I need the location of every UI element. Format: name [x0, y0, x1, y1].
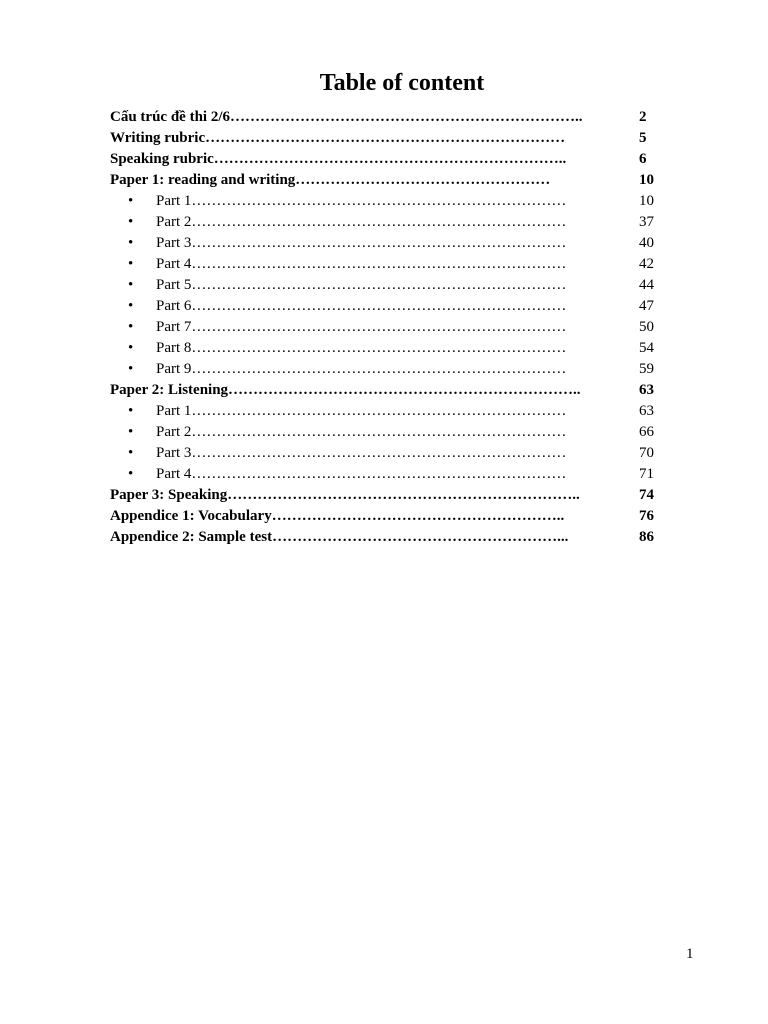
- toc-subentry: [110, 338, 670, 359]
- bullet-icon: •: [128, 403, 134, 419]
- toc-subentry-page: 66: [639, 424, 654, 440]
- toc-subentry-page: 37: [639, 214, 654, 230]
- toc-entry-page: 6: [639, 151, 647, 167]
- toc-subentry-page: 59: [639, 361, 654, 377]
- toc-entry: [110, 170, 670, 191]
- toc-subentry-label: Part 2…………………………………………………………………: [156, 214, 567, 230]
- bullet-icon: •: [128, 214, 134, 230]
- toc-entry-page: 86: [639, 529, 654, 545]
- toc-entry-label: Appendice 2: Sample test…………………………………………………...: [110, 529, 569, 545]
- toc-subentry-label: Part 7…………………………………………………………………: [156, 319, 567, 335]
- bullet-icon: •: [128, 424, 134, 440]
- bullet-icon: •: [128, 361, 134, 377]
- toc-entry-label: Paper 3: Speaking……………………………………………………………..: [110, 487, 580, 503]
- bullet-icon: •: [128, 319, 134, 335]
- toc-subentry: [110, 191, 670, 212]
- toc-subentry-page: 50: [639, 319, 654, 335]
- toc-entry: [110, 128, 670, 149]
- toc-subentry: [110, 359, 670, 380]
- toc-entry-label: Paper 2: Listening……………………………………………………………..: [110, 382, 581, 398]
- toc-subentry: [110, 422, 670, 443]
- toc-subentry-page: 63: [639, 403, 654, 419]
- toc-entry-label: Speaking rubric……………………………………………………………..: [110, 151, 567, 167]
- toc-entry: [110, 506, 670, 527]
- bullet-icon: •: [128, 277, 134, 293]
- toc-subentry-label: Part 8…………………………………………………………………: [156, 340, 567, 356]
- bullet-icon: •: [128, 193, 134, 209]
- bullet-icon: •: [128, 445, 134, 461]
- toc-entry-page: 74: [639, 487, 654, 503]
- toc-subentry-page: 47: [639, 298, 654, 314]
- bullet-icon: •: [128, 340, 134, 356]
- toc-subentry-page: 42: [639, 256, 654, 272]
- toc-entry-label: Paper 1: reading and writing……………………………………………: [110, 172, 551, 188]
- toc-subentry: [110, 464, 670, 485]
- footer-page-number: 1: [686, 946, 694, 962]
- toc-subentry-label: Part 3…………………………………………………………………: [156, 445, 567, 461]
- toc-subentry-label: Part 5…………………………………………………………………: [156, 277, 567, 293]
- toc-subentry: [110, 401, 670, 422]
- toc-subentry-label: Part 1…………………………………………………………………: [156, 403, 567, 419]
- toc-subentry: [110, 212, 670, 233]
- toc-subentry: [110, 275, 670, 296]
- page-title: Table of content: [319, 70, 485, 96]
- toc-entry: [110, 485, 670, 506]
- toc-subentry: [110, 296, 670, 317]
- bullet-icon: •: [128, 298, 134, 314]
- toc-subentry-label: Part 2…………………………………………………………………: [156, 424, 567, 440]
- toc-subentry-page: 71: [639, 466, 654, 482]
- toc-entry-page: 10: [639, 172, 654, 188]
- toc-subentry-page: 54: [639, 340, 654, 356]
- toc-subentry-page: 44: [639, 277, 654, 293]
- toc-entry: [110, 527, 670, 548]
- toc-subentry-label: Part 4…………………………………………………………………: [156, 466, 567, 482]
- toc-entry-label: Appendice 1: Vocabulary…………………………………………………..: [110, 508, 565, 524]
- toc-entry-label: Cấu trúc đề thi 2/6……………………………………………………………..: [110, 109, 583, 125]
- bullet-icon: •: [128, 235, 134, 251]
- table-of-contents: [110, 107, 670, 548]
- toc-entry-label: Writing rubric………………………………………………………………: [110, 130, 566, 146]
- toc-subentry-label: Part 9…………………………………………………………………: [156, 361, 567, 377]
- bullet-icon: •: [128, 466, 134, 482]
- toc-entry-page: 76: [639, 508, 654, 524]
- toc-subentry-label: Part 1…………………………………………………………………: [156, 193, 567, 209]
- toc-entry: [110, 149, 670, 170]
- bullet-icon: •: [128, 256, 134, 272]
- toc-subentry: [110, 233, 670, 254]
- toc-subentry-label: Part 6…………………………………………………………………: [156, 298, 567, 314]
- toc-entry: [110, 107, 670, 128]
- toc-entry-page: 63: [639, 382, 654, 398]
- toc-subentry-page: 10: [639, 193, 654, 209]
- toc-subentry: [110, 254, 670, 275]
- toc-subentry-label: Part 4…………………………………………………………………: [156, 256, 567, 272]
- toc-subentry-page: 40: [639, 235, 654, 251]
- toc-entry-page: 5: [639, 130, 647, 146]
- toc-entry: [110, 380, 670, 401]
- toc-entry-page: 2: [639, 109, 647, 125]
- toc-subentry: [110, 443, 670, 464]
- toc-subentry-page: 70: [639, 445, 654, 461]
- toc-subentry-label: Part 3…………………………………………………………………: [156, 235, 567, 251]
- toc-subentry: [110, 317, 670, 338]
